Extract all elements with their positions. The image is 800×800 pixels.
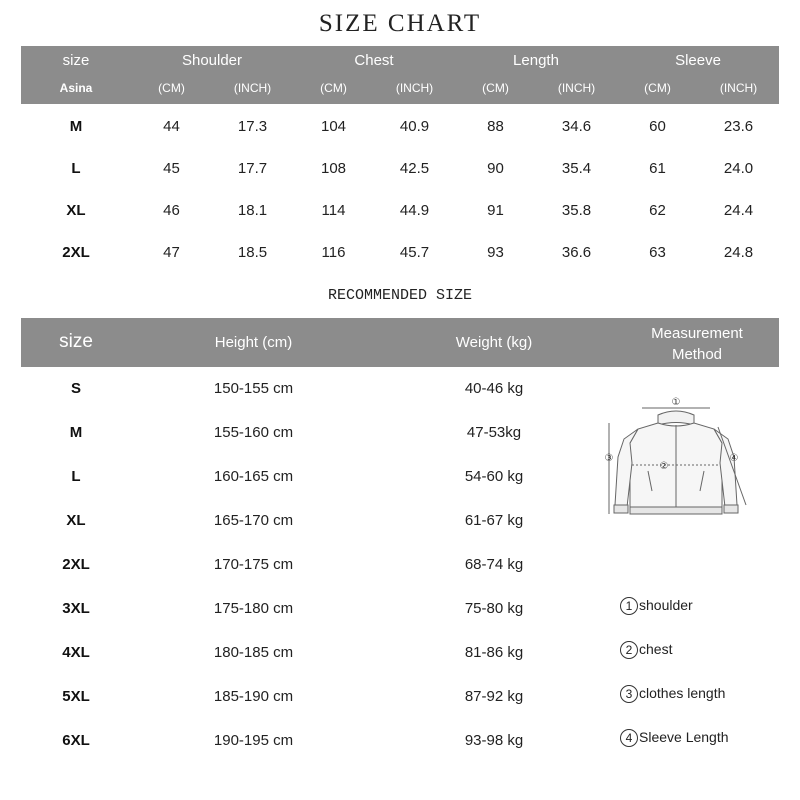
height-cell: 175-180 cm [213, 600, 294, 617]
measurement-legend [620, 597, 790, 773]
header-length: Length [513, 52, 559, 69]
value-cell: 63 [649, 243, 666, 261]
value-cell: 88 [487, 117, 504, 135]
value-cell: 24.0 [723, 159, 754, 177]
value-cell: 47 [163, 243, 180, 261]
legend-label: Sleeve Length [639, 729, 729, 745]
header-sleeve: Sleeve [675, 52, 721, 69]
weight-cell: 47-53kg [466, 424, 522, 441]
value-cell: 104 [320, 117, 347, 135]
value-cell: 23.6 [723, 117, 754, 135]
weight-cell: 54-60 kg [464, 468, 524, 485]
legend-item [620, 597, 790, 641]
value-cell: 116 [321, 243, 346, 261]
legend-number: 4 [620, 729, 638, 747]
header-shoulder: Shoulder [181, 52, 243, 69]
weight-cell: 87-92 kg [464, 688, 524, 705]
marker-length: ③ [604, 453, 614, 464]
size-cell: S [70, 380, 81, 397]
size-cell: 2XL [62, 243, 90, 261]
collar-shape [658, 411, 694, 425]
size-cell: 5XL [62, 688, 90, 705]
height-cell: 185-190 cm [213, 688, 294, 705]
marker-sleeve: ④ [729, 453, 739, 464]
height-cell: 150-155 cm [213, 380, 294, 397]
weight-cell: 93-98 kg [464, 732, 524, 749]
value-cell: 35.4 [561, 159, 592, 177]
header-asina: Asina [59, 81, 93, 95]
size-chart-title: SIZE CHART [318, 10, 482, 37]
legend-label: clothes length [639, 685, 726, 701]
unit-label: (INCH) [557, 81, 596, 95]
value-cell: 18.1 [237, 201, 268, 219]
value-cell: 42.5 [399, 159, 430, 177]
value-cell: 35.8 [561, 201, 592, 219]
unit-label: (INCH) [395, 81, 434, 95]
value-cell: 44 [163, 117, 180, 135]
size-cell: 4XL [62, 644, 90, 661]
height-cell: 170-175 cm [213, 556, 294, 573]
value-cell: 44.9 [399, 201, 430, 219]
unit-label: (CM) [158, 81, 185, 95]
right-cuff-shape [724, 505, 738, 513]
weight-cell: 40-46 kg [464, 380, 524, 397]
value-cell: 61 [649, 159, 666, 177]
size-cell: M [69, 424, 83, 441]
header-method-line1: Measurement [651, 325, 743, 342]
size-cell: XL [66, 512, 86, 529]
size-chart-body [21, 105, 779, 273]
value-cell: 36.6 [561, 243, 592, 261]
table-row [21, 105, 779, 147]
table-row [21, 543, 779, 587]
size-cell: 6XL [62, 732, 90, 749]
value-cell: 93 [487, 243, 504, 261]
unit-label: (CM) [320, 81, 347, 95]
value-cell: 60 [649, 117, 666, 135]
header-size: size [59, 331, 93, 352]
value-cell: 45.7 [399, 243, 430, 261]
value-cell: 46 [163, 201, 180, 219]
legend-label: chest [639, 641, 673, 657]
left-cuff-shape [614, 505, 628, 513]
weight-cell: 68-74 kg [464, 556, 524, 573]
value-cell: 91 [487, 201, 504, 219]
value-cell: 34.6 [561, 117, 592, 135]
value-cell: 24.4 [723, 201, 754, 219]
value-cell: 114 [321, 201, 346, 219]
marker-shoulder: ① [671, 397, 681, 408]
unit-label: (CM) [644, 81, 671, 95]
size-cell: L [71, 468, 81, 485]
header-weight: Weight (kg) [455, 334, 533, 351]
legend-item [620, 685, 790, 729]
unit-label: (INCH) [719, 81, 758, 95]
waistband-shape [630, 507, 722, 514]
legend-number: 1 [620, 597, 638, 615]
header-measurement-method [621, 323, 773, 365]
height-cell: 165-170 cm [213, 512, 294, 529]
legend-number: 3 [620, 685, 638, 703]
header-height: Height (cm) [214, 334, 293, 351]
table-row [21, 231, 779, 273]
height-cell: 160-165 cm [213, 468, 294, 485]
header-chest: Chest [354, 52, 394, 69]
size-cell: 2XL [62, 556, 90, 573]
size-chart-header [21, 46, 779, 104]
legend-item [620, 641, 790, 685]
height-cell: 155-160 cm [213, 424, 294, 441]
size-cell: M [69, 117, 83, 135]
value-cell: 62 [649, 201, 666, 219]
table-row [21, 147, 779, 189]
unit-label: (CM) [482, 81, 509, 95]
height-cell: 190-195 cm [213, 732, 294, 749]
legend-number: 2 [620, 641, 638, 659]
header-method-line2: Method [671, 346, 723, 363]
recommended-size-title: RECOMMENDED SIZE [327, 287, 473, 304]
weight-cell: 75-80 kg [464, 600, 524, 617]
value-cell: 24.8 [723, 243, 754, 261]
value-cell: 90 [487, 159, 504, 177]
size-cell: XL [66, 201, 86, 219]
marker-chest: ② [659, 461, 669, 472]
jacket-diagram-icon [600, 393, 752, 543]
value-cell: 45 [163, 159, 180, 177]
unit-label: (INCH) [233, 81, 272, 95]
height-cell: 180-185 cm [213, 644, 294, 661]
value-cell: 40.9 [399, 117, 430, 135]
recommended-header [21, 318, 779, 367]
value-cell: 17.3 [237, 117, 268, 135]
table-row [21, 189, 779, 231]
value-cell: 17.7 [237, 159, 268, 177]
header-size: size [62, 52, 90, 69]
weight-cell: 81-86 kg [464, 644, 524, 661]
legend-label: shoulder [639, 597, 693, 613]
legend-item [620, 729, 790, 773]
value-cell: 18.5 [237, 243, 268, 261]
size-cell: 3XL [62, 600, 90, 617]
weight-cell: 61-67 kg [464, 512, 524, 529]
size-cell: L [71, 159, 81, 177]
value-cell: 108 [320, 159, 347, 177]
